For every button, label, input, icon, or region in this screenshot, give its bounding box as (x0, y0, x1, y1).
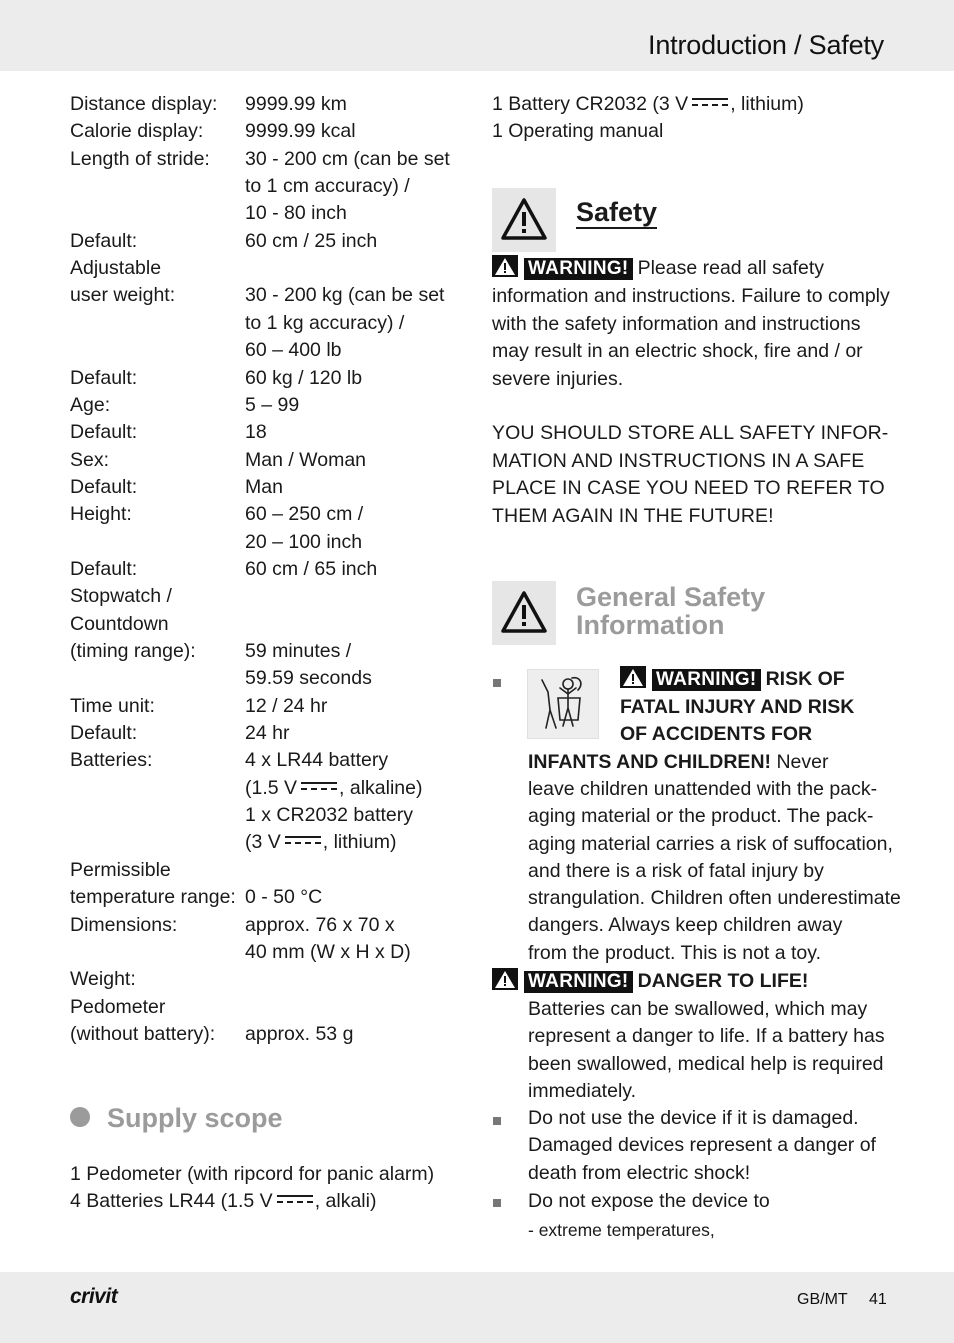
spec-value: 0 - 50 °C (245, 886, 323, 909)
child-warning-head-line4 (528, 749, 828, 777)
text-line: aging material or the product. The pack- (528, 805, 874, 828)
child-safety-pictogram (527, 669, 599, 739)
spec-value: 59.59 seconds (245, 667, 372, 690)
text-line: from the product. This is not a toy. (528, 941, 821, 964)
text-line: THEM AGAIN IN THE FUTURE! (492, 504, 774, 527)
child-warning-head-line2: FATAL INJURY AND RISK (620, 696, 855, 718)
spec-label: Default: (70, 475, 138, 498)
warning-triangle-icon (501, 197, 547, 241)
spec-value: to 1 kg accuracy) / (245, 311, 405, 334)
spec-value: 60 cm / 65 inch (245, 557, 378, 580)
spec-label: Default: (70, 722, 138, 745)
spec-value (245, 829, 396, 856)
text-line: strangulation. Children often underestimate (528, 887, 901, 910)
spec-value: 9999.99 km (245, 93, 347, 115)
spec-value (245, 775, 423, 802)
expose-sub-line: - extreme temperatures, (528, 1220, 715, 1240)
spec-value: approx. 76 x 70 x (245, 913, 395, 936)
spec-value: 40 mm (W x H x D) (245, 940, 411, 963)
page-footer (0, 1272, 954, 1343)
text-line: dangers. Always keep children away (528, 914, 843, 937)
spec-value: 20 – 100 inch (245, 530, 363, 553)
general-safety-heading-line2: Information (576, 610, 725, 640)
spec-value: 24 hr (245, 722, 290, 745)
spec-label: Height: (70, 503, 132, 526)
warning-label: WARNING! (524, 971, 633, 993)
safety-warning-box (492, 188, 556, 252)
spec-value: 59 minutes / (245, 640, 352, 662)
text-line: PLACE IN CASE YOU NEED TO REFER TO (492, 477, 885, 499)
spec-value: 60 – 400 lb (245, 339, 342, 362)
spec-label: Default: (70, 421, 138, 444)
spec-value: 5 – 99 (245, 393, 300, 416)
supply-item-lr44 (70, 1188, 376, 1216)
spec-value: 9999.99 kcal (245, 120, 356, 143)
general-safety-heading-line1: General Safety (576, 582, 766, 612)
text-line: information and instructions. Failure to comply (492, 285, 890, 307)
text-line: MATION AND INSTRUCTIONS IN A SAFE (492, 449, 865, 472)
spec-label: Default: (70, 557, 138, 580)
child-warning-icon (528, 670, 598, 738)
text-line: and there is a risk of fatal injury by (528, 859, 824, 882)
spec-label: Adjustable (70, 257, 162, 280)
spec-value: 10 - 80 inch (245, 202, 347, 225)
spec-label: Weight: (70, 968, 136, 991)
supply-item-pedometer: 1 Pedometer (with ripcord for panic alarm) (70, 1163, 435, 1185)
spec-value: 60 – 250 cm / (245, 503, 364, 526)
spec-label: Pedometer (70, 995, 166, 1018)
damaged-device-paragraph (528, 1105, 876, 1187)
text-line: severe injuries. (492, 367, 624, 390)
spec-label: Distance display: (70, 93, 218, 115)
spec-value: 18 (245, 421, 267, 444)
text-line: Batteries can be swallowed, which may (528, 998, 868, 1020)
spec-label: Calorie display: (70, 120, 204, 143)
general-safety-warning-box (492, 581, 556, 645)
spec-value-text: (3 V (245, 831, 281, 854)
dc-symbol-icon (277, 1194, 313, 1204)
spec-value: Man / Woman (245, 448, 367, 471)
dc-symbol-icon (692, 97, 728, 107)
spec-value: 1 x CR2032 battery (245, 804, 414, 827)
spec-value: Man (245, 475, 283, 498)
list-bullet-icon (493, 1199, 501, 1207)
text-line: been swallowed, medical help is required (528, 1052, 884, 1075)
supply-item-cr2032 (492, 91, 804, 119)
battery-warning-head-text: DANGER TO LIFE! (637, 970, 809, 992)
spec-label: (without battery): (70, 1022, 216, 1045)
warning-label: WARNING! (524, 258, 633, 280)
child-warning-head-text: INFANTS AND CHILDREN! (528, 751, 772, 773)
supply-item-lr44-suffix: , alkali) (314, 1190, 377, 1212)
warning-small-icon (492, 968, 518, 990)
dc-symbol-icon (285, 835, 321, 845)
spec-value: 60 cm / 25 inch (245, 229, 378, 252)
spec-label: Default: (70, 366, 138, 389)
spec-label: Countdown (70, 612, 169, 635)
page-title: Introduction / Safety (648, 30, 884, 60)
spec-label: user weight: (70, 284, 176, 307)
spec-label: Age: (70, 393, 111, 416)
battery-warning-head (492, 968, 808, 996)
spec-value: 4 x LR44 battery (245, 749, 389, 772)
child-warning-text: Never (776, 751, 829, 773)
spec-label: (timing range): (70, 640, 196, 662)
page-header (0, 0, 954, 71)
safety-warning-text: Please read all safety (637, 257, 825, 279)
expose-line: Do not expose the device to (528, 1190, 770, 1212)
supply-item-manual: 1 Operating manual (492, 120, 664, 142)
spec-label: Sex: (70, 448, 110, 471)
child-warning-head-line1 (620, 666, 845, 694)
text-line: YOU SHOULD STORE ALL SAFETY INFOR- (492, 422, 889, 444)
warning-label: WARNING! (652, 669, 761, 691)
list-bullet-icon (493, 1117, 501, 1125)
warning-small-icon (492, 255, 518, 277)
child-warning-head-line3: OF ACCIDENTS FOR (620, 723, 813, 745)
spec-label: Length of stride: (70, 147, 210, 170)
supply-item-cr2032-suffix: , lithium) (730, 93, 804, 115)
warning-triangle-icon (501, 590, 547, 634)
text-line: immediately. (528, 1079, 637, 1102)
text-line: Do not use the device if it is damaged. (528, 1107, 859, 1129)
battery-warning-paragraph (528, 996, 885, 1105)
text-line: Damaged devices represent a danger of (528, 1134, 876, 1157)
page-number: 41 (869, 1291, 887, 1308)
text-line: represent a danger to life. If a battery has (528, 1025, 885, 1048)
child-warning-paragraph (528, 776, 901, 967)
spec-label: Stopwatch / (70, 585, 172, 608)
spec-label: temperature range: (70, 886, 236, 909)
list-bullet-icon (493, 679, 501, 687)
spec-value: to 1 cm accuracy) / (245, 175, 410, 198)
safety-warning-paragraph (492, 283, 890, 393)
safety-heading: Safety (576, 197, 658, 227)
country-code: GB/MT (797, 1291, 848, 1308)
spec-value: approx. 53 g (245, 1022, 354, 1045)
brand-logo: crivit (70, 1285, 118, 1308)
spec-value-suffix: , lithium) (322, 831, 397, 854)
text-line: leave children unattended with the pack- (528, 778, 878, 800)
section-bullet-icon (70, 1107, 90, 1127)
safety-warning-line (492, 255, 824, 283)
spec-value: 12 / 24 hr (245, 694, 328, 717)
spec-value: 30 - 200 cm (can be set (245, 147, 450, 170)
spec-value-suffix: , alkaline) (339, 776, 423, 799)
spec-value-text: (1.5 V (245, 776, 298, 799)
spec-label: Permissible (70, 858, 171, 881)
spec-label: Default: (70, 229, 138, 252)
warning-small-icon (620, 666, 646, 688)
supply-item-cr2032-text: 1 Battery CR2032 (3 V (492, 93, 689, 115)
supply-scope-heading: Supply scope (107, 1103, 283, 1133)
store-instructions-paragraph (492, 420, 888, 530)
dc-symbol-icon (301, 781, 337, 791)
spec-value: 60 kg / 120 lb (245, 366, 363, 389)
spec-value: 30 - 200 kg (can be set (245, 284, 445, 307)
text-line: death from electric shock! (528, 1161, 751, 1184)
supply-item-lr44-text: 4 Batteries LR44 (1.5 V (70, 1190, 273, 1212)
text-line: with the safety information and instructions (492, 312, 861, 335)
spec-label: Time unit: (70, 694, 155, 717)
spec-label: Dimensions: (70, 913, 178, 936)
child-warning-head-text: RISK OF (765, 668, 845, 690)
text-line: aging material carries a risk of suffocation, (528, 832, 893, 855)
text-line: may result in an electric shock, fire and / or (492, 340, 863, 362)
spec-label: Batteries: (70, 749, 153, 772)
